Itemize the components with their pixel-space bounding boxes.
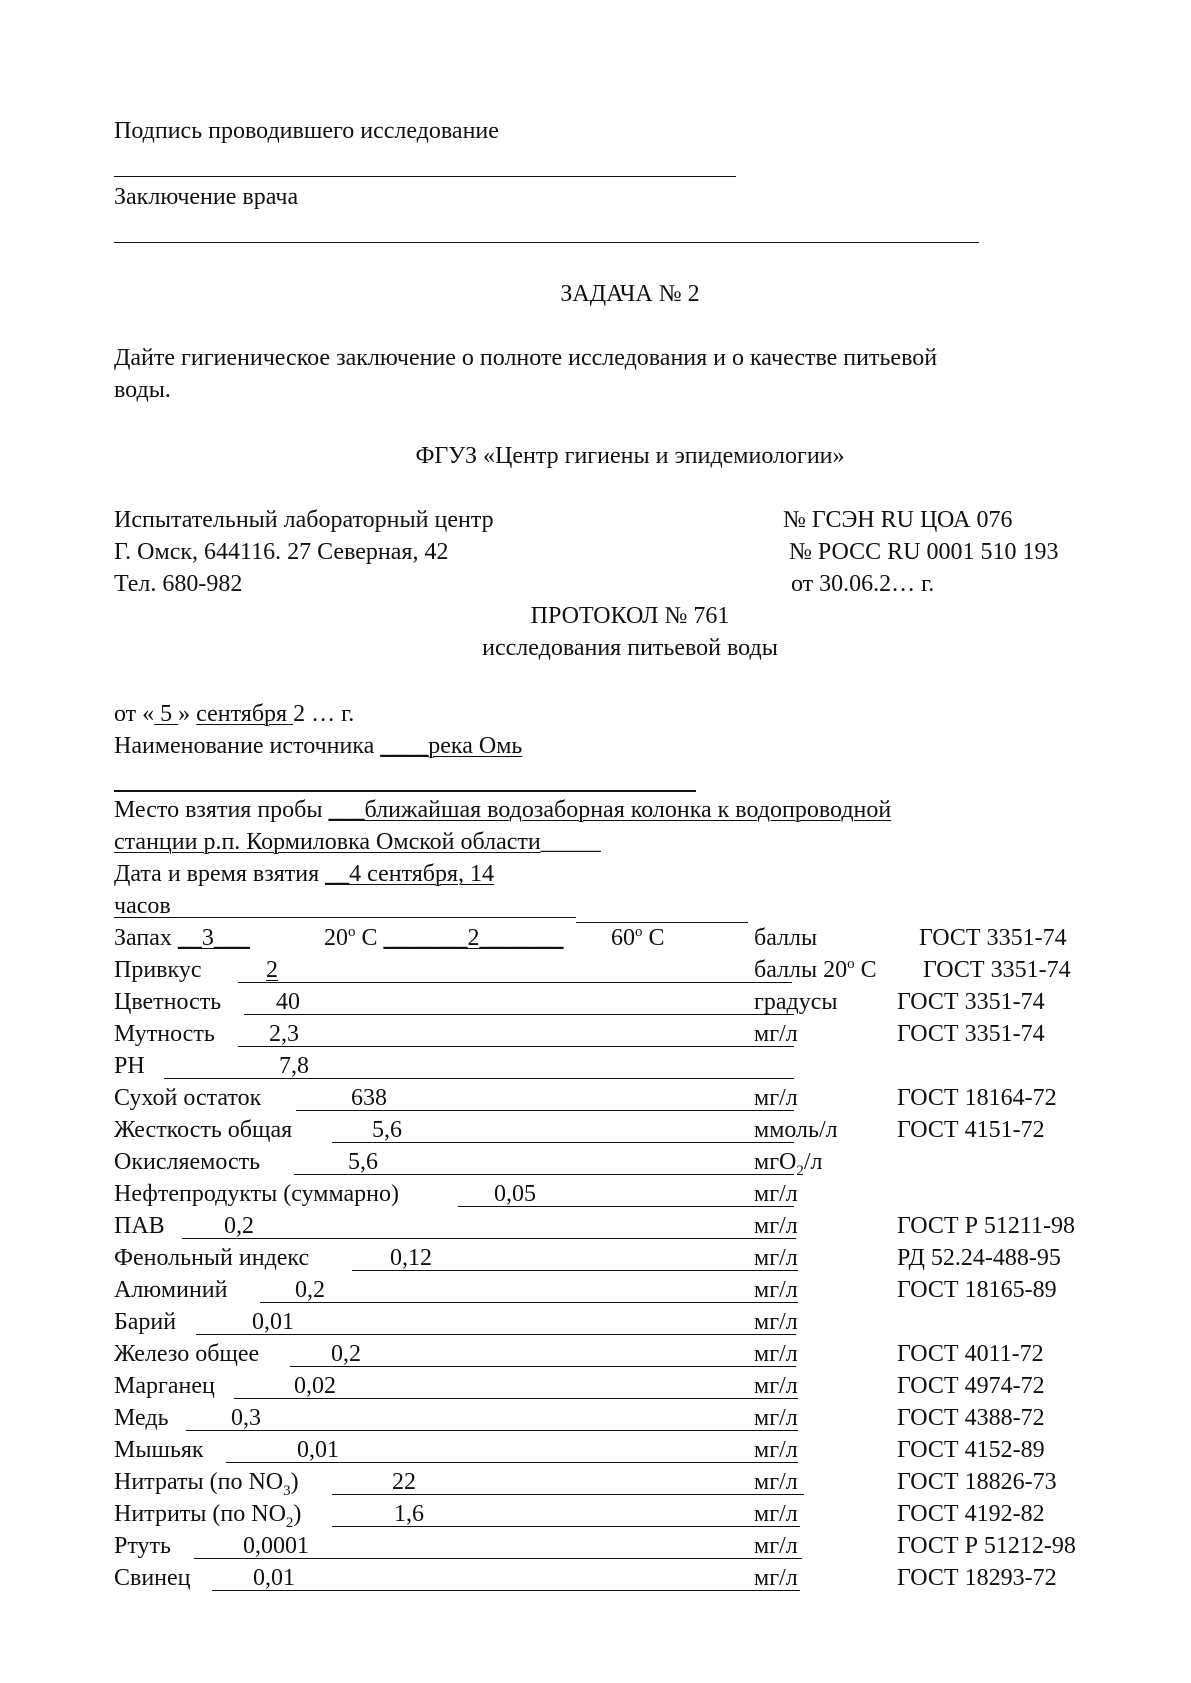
- source-field: Наименование источника ____река Омь: [114, 733, 523, 759]
- table-row: Барий 0,01 мг/л: [114, 1309, 798, 1335]
- taste-gost: ГОСТ 3351-74: [923, 957, 1071, 983]
- lab-address: Г. Омск, 644116. 27 Северная, 42: [114, 539, 449, 565]
- lab-phone: Тел. 680-982: [114, 571, 243, 597]
- table-row: Ртуть 0,0001 мг/л ГОСТ Р 51212-98: [114, 1533, 1076, 1559]
- table-row: Сухой остаток 638 мг/л ГОСТ 18164-72: [114, 1085, 1057, 1111]
- lab-name: Испытательный лабораторный центр: [114, 507, 494, 533]
- signature-line: [114, 176, 736, 177]
- conclusion-line: [114, 242, 979, 243]
- smell-gost: ГОСТ 3351-74: [919, 925, 1067, 951]
- task-text-line1: Дайте гигиеническое заключение о полноте исследования и о качестве питьевой: [114, 345, 938, 371]
- task-title: ЗАДАЧА № 2: [560, 281, 700, 307]
- table-row: Окисляемость 5,6 мгО$_2$/л: [114, 1149, 823, 1179]
- reg-number-gsen: № ГСЭН RU ЦОА 076: [783, 507, 1013, 533]
- sample-datetime-field: Дата и время взятия __4 сентября, 14: [114, 861, 495, 887]
- table-row: Цветность 40 градусы ГОСТ 3351-74: [114, 989, 1045, 1015]
- table-row: Медь 0,3 мг/л ГОСТ 4388-72: [114, 1405, 1045, 1431]
- smell-unit: баллы: [754, 925, 818, 951]
- datetime-underline: [114, 917, 576, 918]
- table-row: Нитриты (по $NO_2$) 1,6 мг/л ГОСТ 4192-82: [114, 1501, 1045, 1531]
- table-row: Алюминий 0,2 мг/л ГОСТ 18165-89: [114, 1277, 1057, 1303]
- table-row: Фенольный индекс 0,12 мг/л РД 52.24-488-95: [114, 1245, 1061, 1271]
- sample-datetime-line2: часов: [114, 893, 171, 919]
- org-name: ФГУЗ «Центр гигиены и эпидемиологии»: [415, 443, 845, 469]
- protocol-date: от « 5 » сентября 2 … г.: [114, 701, 355, 727]
- table-row: Нитраты (по $NO_3$) 22 мг/л ГОСТ 18826-73: [114, 1469, 1057, 1499]
- smell-row: Запах __3___ $20^о$ С _______2_______ $60^о$ С баллы ГОСТ 3351-74: [114, 924, 1067, 951]
- taste-value: 2: [266, 957, 278, 983]
- table-row: ПАВ 0,2 мг/л ГОСТ Р 51211-98: [114, 1213, 1076, 1239]
- reg-number-ross: № РОСС RU 0001 510 193: [789, 539, 1059, 565]
- table-row: РН 7,8: [114, 1052, 1134, 1084]
- conclusion-label: Заключение врача: [114, 184, 299, 210]
- protocol-title: ПРОТОКОЛ № 761: [530, 603, 730, 629]
- table-row: Марганец 0,02 мг/л ГОСТ 4974-72: [114, 1373, 1045, 1399]
- sample-place-field: Место взятия пробы ___ближайшая водозаборная колонка к водопроводной: [114, 797, 892, 823]
- protocol-subtitle: исследования питьевой воды: [482, 635, 778, 661]
- signature-label: Подпись проводившего исследование: [114, 118, 499, 144]
- table-row: Жесткость общая 5,6 ммоль/л ГОСТ 4151-72: [114, 1117, 1045, 1143]
- table-row: Железо общее 0,2 мг/л ГОСТ 4011-72: [114, 1341, 1044, 1367]
- datetime-tail-line: [576, 922, 748, 923]
- table-row: Свинец 0,01 мг/л ГОСТ 18293-72: [114, 1565, 1057, 1591]
- reg-date: от 30.06.2… г.: [791, 571, 935, 597]
- table-row: Мутность 2,3 мг/л ГОСТ 3351-74: [114, 1021, 1045, 1047]
- table-row: Мышьяк 0,01 мг/л ГОСТ 4152-89: [114, 1437, 1045, 1463]
- taste-row: Привкус 2 баллы $20^о$ С ГОСТ 3351-74: [114, 956, 1071, 983]
- source-line: [114, 790, 696, 792]
- task-text-line2: воды.: [114, 377, 171, 403]
- sample-place-line2: станции р.п. Кормиловка Омской области_____: [114, 829, 601, 855]
- table-row: Нефтепродукты (суммарно) 0,05 мг/л: [114, 1181, 798, 1207]
